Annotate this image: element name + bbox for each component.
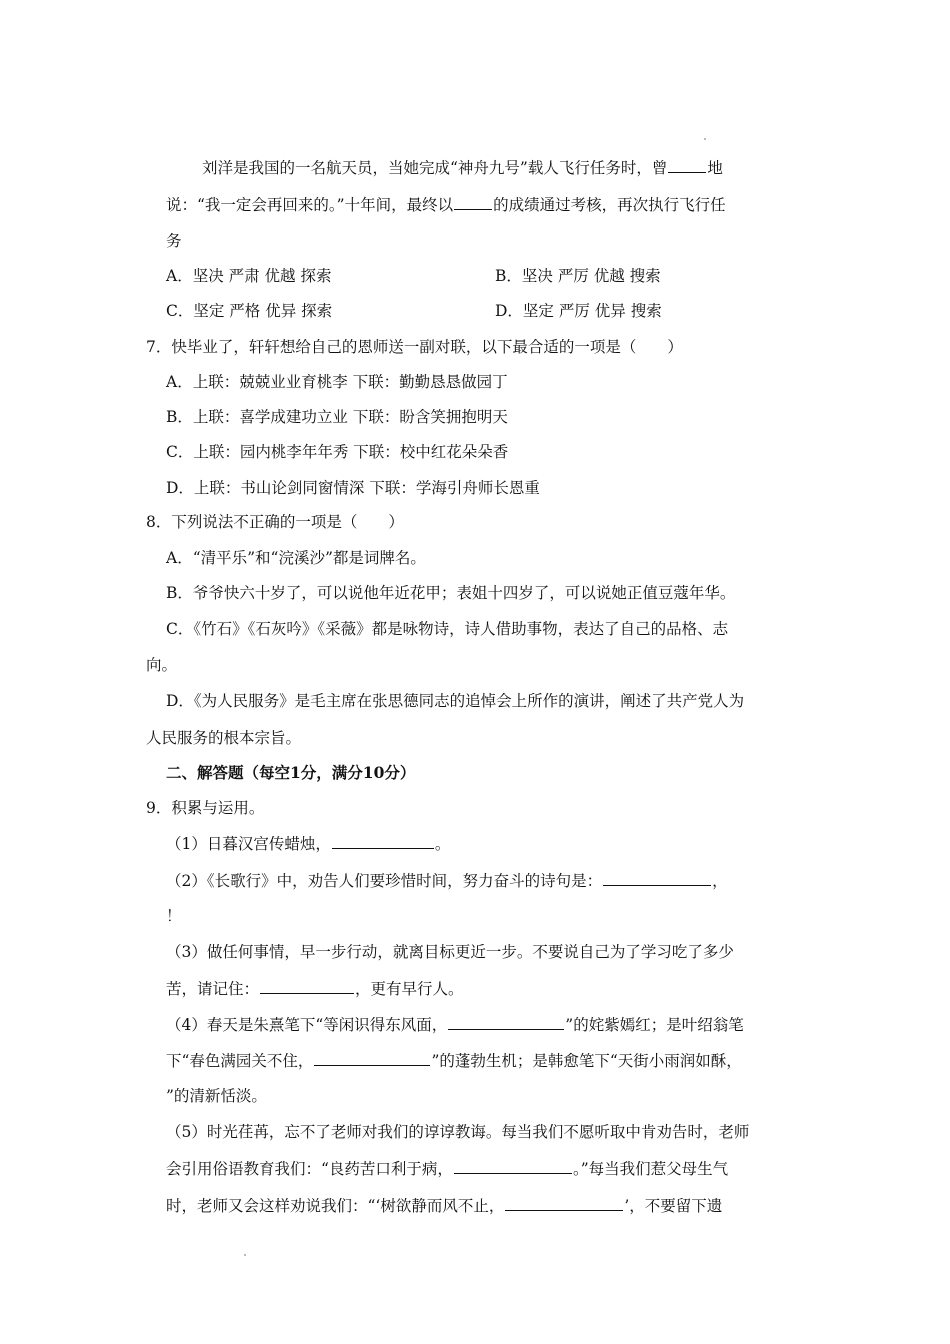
q9-text: ”的蓬勃生机；是韩愈笔下“天街小雨润如酥， [431,1052,742,1070]
q9-part-5-line2 [166,1158,728,1179]
q7-option-c: C．上联：园内桃李年年秀 下联：校中红花朵朵香 [166,443,509,461]
fill-blank[interactable] [454,194,492,210]
fill-blank[interactable] [260,978,354,994]
q8-option-d-line1: D．《为人民服务》是毛主席在张思德同志的追悼会上所作的演讲，阐述了共产党人为 [166,692,745,710]
scan-dot [244,1254,246,1256]
q6-option-a: A．坚决 严肃 优越 探索 [166,267,332,285]
q8-option-b: B．爷爷快六十岁了，可以说他年近花甲；表姐十四岁了，可以说她正值豆蔻年华。 [166,584,736,602]
q9-part-3-line1: （3）做任何事情，早一步行动，就离目标更近一步。不要说自己为了学习吃了多少 [166,943,734,961]
passage-text: 地 [707,159,723,177]
q6-option-d: D．坚定 严厉 优异 搜索 [495,302,662,320]
fill-blank[interactable] [314,1050,430,1066]
fill-blank[interactable] [603,870,711,886]
fill-blank[interactable] [332,833,434,849]
fill-blank[interactable] [668,157,706,173]
q9-stem: 9．积累与运用。 [146,799,265,817]
q9-part-3-line2 [166,978,464,999]
q9-text: 会引用俗语教育我们：“良药苦口利于病， [166,1160,453,1178]
q7-stem: 7．快毕业了，轩轩想给自己的恩师送一副对联，以下最合适的一项是（ ） [146,338,683,356]
fill-blank[interactable] [448,1014,564,1030]
q9-text: ！ [166,907,182,925]
q6-option-c: C．坚定 严格 优异 探索 [166,302,333,320]
passage-line-2 [166,194,726,215]
q9-part-4-line1 [166,1014,744,1035]
q9-text: 。 [434,835,451,853]
q9-text: ”的姹紫嫣红；是叶绍翁笔 [565,1016,744,1034]
q8-option-c-line2: 向。 [146,656,178,674]
passage-text: 务 [166,232,182,250]
fill-blank[interactable] [505,1195,623,1211]
q7-option-a: A．上联：兢兢业业育桃李 下联：勤勤恳恳做园丁 [166,373,508,391]
q7-option-d: D．上联：书山论剑同窗情深 下联：学海引舟师长恩重 [166,479,540,497]
q9-text: ’，不要留下遗 [624,1197,723,1215]
q9-text: 下“春色满园关不住， [166,1052,314,1070]
q9-text: 苦，请记住： [166,980,260,998]
passage-line-3 [166,231,182,251]
q9-part-2 [166,870,728,891]
fill-blank[interactable] [454,1158,572,1174]
q8-option-d-line2: 人民服务的根本宗旨。 [146,729,302,747]
passage-text: 刘洋是我国的一名航天员，当她完成“神舟九号”载人飞行任务时，曾 [202,159,668,177]
q9-text: ”的清新恬淡。 [166,1087,267,1105]
q8-option-a: A．“清平乐”和“浣溪沙”都是词牌名。 [166,549,426,567]
passage-line-1 [202,157,723,178]
q9-part-4-line2 [166,1050,742,1071]
q9-text: （4）春天是朱熹笔下“等闲识得东风面， [166,1016,448,1034]
q9-part-5-line1: （5）时光荏苒，忘不了老师对我们的谆谆教诲。每当我们不愿听取中肯劝告时，老师 [166,1123,750,1141]
q8-option-c-line1: C．《竹石》《石灰吟》《采薇》都是咏物诗，诗人借助事物，表达了自己的品格、志 [166,620,729,638]
q6-option-b: B．坚决 严厉 优越 搜索 [495,267,661,285]
q9-text: （2）《长歌行》中，劝告人们要珍惜时间，努力奋斗的诗句是： [166,872,603,890]
q9-part-5-line3 [166,1195,722,1216]
scan-dot [704,138,706,140]
q9-part-4-line3 [166,1086,267,1106]
section-title: 二、解答题（每空1分，满分10分） [166,763,416,782]
q9-text: 。”每当我们惹父母生气 [572,1160,729,1178]
q9-text: 时，老师又会这样劝说我们：“‘树欲静而风不止， [166,1197,505,1215]
q9-text: ， [712,872,728,890]
q8-stem: 8．下列说法不正确的一项是（ ） [146,513,404,531]
passage-text: 的成绩通过考核，再次执行飞行任 [493,196,726,214]
q7-option-b: B．上联：喜学成建功立业 下联：盼含笑拥抱明天 [166,408,508,426]
passage-text: 说：“我一定会再回来的。”十年间，最终以 [166,196,454,214]
q9-text: （1）日暮汉宫传蜡烛， [166,835,331,853]
q9-part-2-cont [166,906,182,926]
q9-text: ，更有早行人。 [355,980,464,998]
q9-part-1 [166,833,450,854]
